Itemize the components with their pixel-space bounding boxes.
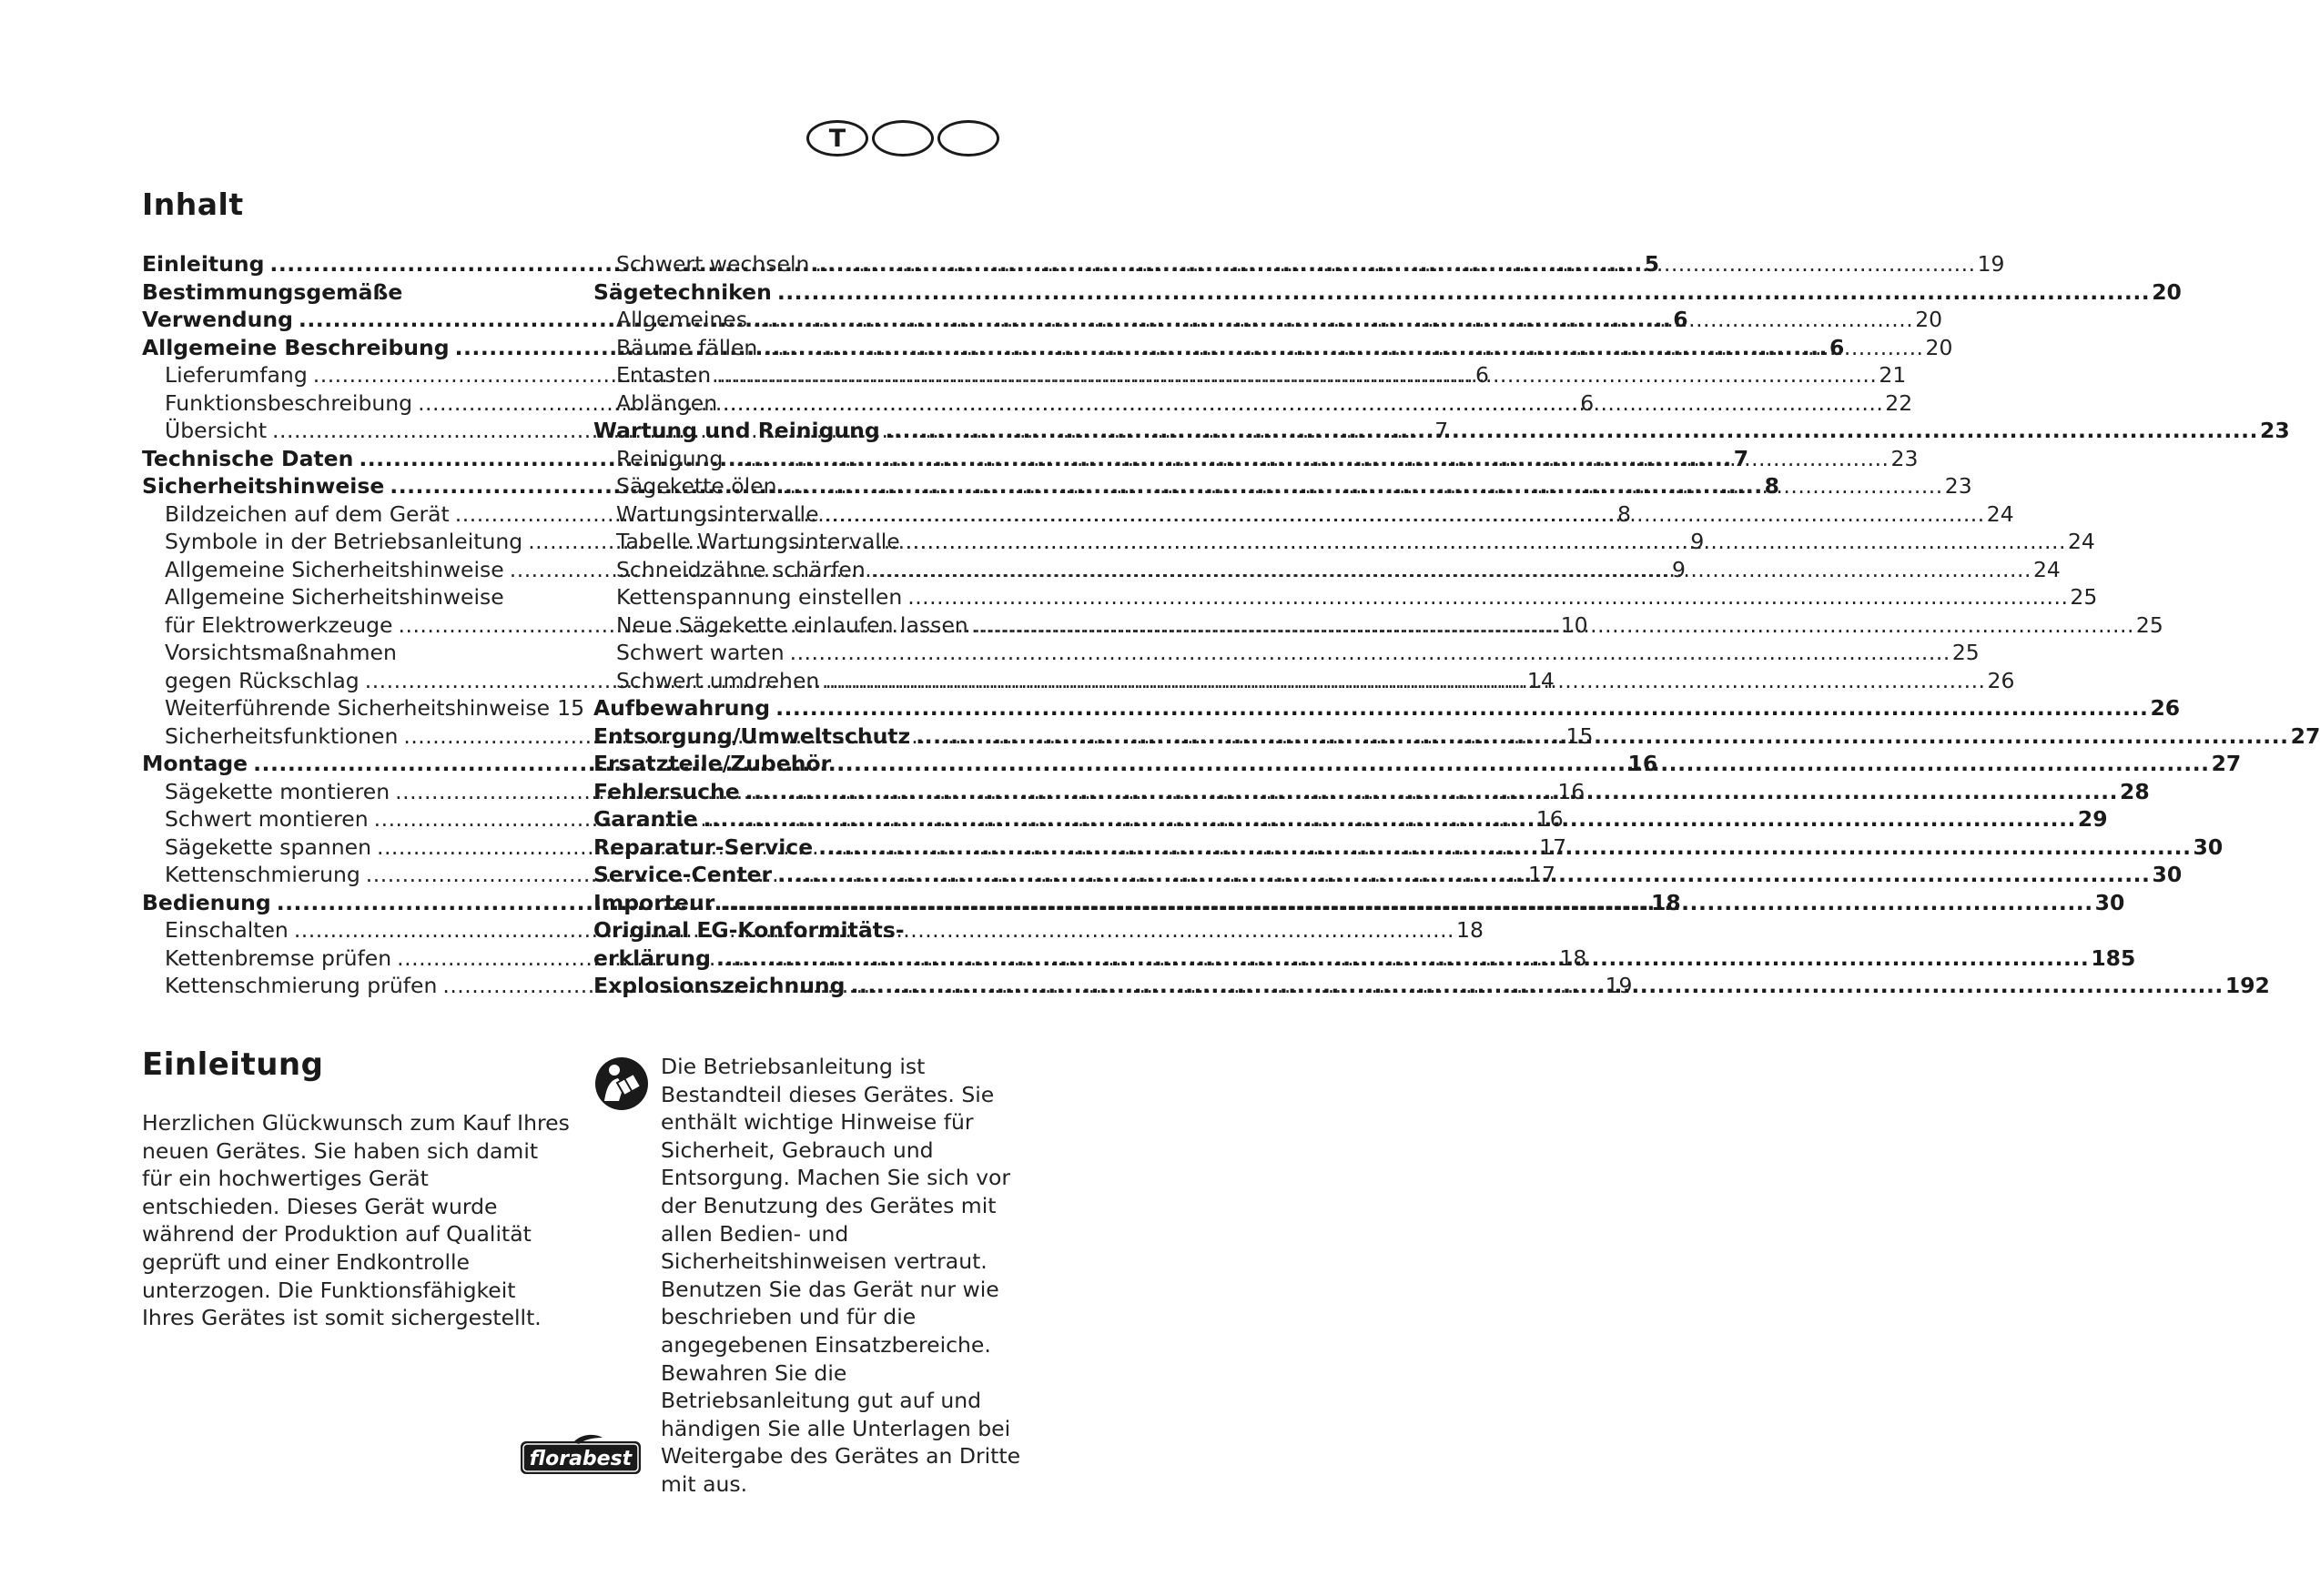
- note-paragraph: Die Betriebsanleitung ist Bestandteil dieses Gerätes. Sie enthält wichtige Hinweise für Sicherheit, Gebrauch und Entsorgung. Machen Sie sich vor der Benutzung des Gerätes mit allen Bedien- und Sicherheitshinweisen vertraut. Benutzen Sie das Gerät nur wie beschrieben und für die angegebenen Einsatzbereiche. Bewahren Sie die Betriebsanleitung gut auf und händigen Sie alle Unterlagen bei Weitergabe des Gerätes an Dritte mit aus.: [661, 1054, 1021, 1497]
- toc-leader-dots: [818, 833, 2191, 862]
- toc-leader-dots: [871, 556, 2031, 584]
- toc-entry-page: 30: [2152, 862, 2183, 887]
- toc-entry-label: Schwert umdrehen: [616, 667, 820, 693]
- toc-entry: [593, 306, 1943, 334]
- toc-entry-label: Wartungsintervalle: [616, 500, 819, 527]
- toc-entry: [593, 583, 2098, 611]
- toc-entry-label: Entasten: [616, 362, 712, 388]
- toc-leader-dots: [745, 778, 2118, 806]
- toc-entry-page: 7: [1434, 418, 1449, 443]
- toc-entry-label: Kettenbremse prüfen: [165, 944, 392, 971]
- toc-entry-label: Sägekette montieren: [165, 778, 390, 804]
- toc-entry: [593, 278, 2182, 307]
- toc-entry-page: 18: [1456, 917, 1484, 943]
- toc-entry-page: 27: [2211, 751, 2242, 776]
- toc-entry-label: Wartung und Reinigung: [593, 418, 880, 443]
- toc-entry-page: 28: [2120, 778, 2150, 804]
- toc-leader-dots: [974, 611, 2134, 640]
- toc-leader-dots: [907, 583, 2068, 611]
- toc-entry-label: Sägekette spannen: [165, 833, 371, 860]
- toc-leader-dots: [728, 445, 1889, 473]
- toc-leader-dots: [886, 417, 2258, 445]
- toc-entry-label: Lieferumfang: [165, 362, 308, 388]
- toc-entry-page: 29: [2077, 806, 2108, 832]
- toc-entry-page: 23: [2260, 418, 2290, 443]
- toc-leader-dots: [825, 500, 1985, 529]
- toc-entry-label: Sicherheitshinweise: [142, 473, 385, 499]
- toc-entry-page: 8: [1616, 500, 1631, 527]
- toc-entry: [593, 250, 2005, 278]
- toc-entry-page: 27: [2290, 722, 2320, 749]
- toc-entry: [593, 639, 1980, 667]
- toc-entry-label: Tabelle Wartungsintervalle: [616, 529, 900, 554]
- toc-entry-page: 25: [1951, 640, 1980, 665]
- language-badge: T: [806, 120, 868, 157]
- toc-entry-label: Bäume fällen: [616, 334, 758, 360]
- toc-entry-page: 25: [2135, 611, 2163, 638]
- toc-leader-dots: [716, 361, 1877, 389]
- toc-entry-label: Allgemeines: [616, 307, 747, 332]
- toc-entry-label: Bildzeichen auf dem Gerät: [165, 500, 450, 527]
- toc-entry-label: Sicherheitsfunktionen: [165, 722, 399, 749]
- toc-entry-page: 23: [1944, 473, 1972, 499]
- toc-entry: [593, 972, 2270, 1000]
- language-badge: [937, 120, 999, 157]
- toc-entry-label: Technische Daten: [142, 445, 354, 471]
- toc-entry-label: Symbole in der Betriebsanleitung: [165, 529, 523, 554]
- toc-leader-dots: [777, 861, 2150, 889]
- toc-entry-page: 24: [2032, 556, 2061, 582]
- toc-entry-page: 6: [1829, 334, 1845, 360]
- toc-leader-dots: [815, 250, 1975, 278]
- toc-entry-label: Schwert wechseln: [616, 251, 810, 277]
- toc-entry-label: Kettenschmierung: [165, 862, 360, 887]
- toc-entry: [593, 528, 2095, 556]
- toc-entry-page: 17: [1528, 862, 1555, 887]
- toc-entry-page: 7: [1733, 445, 1749, 471]
- toc-entry-label: für Elektrowerkzeuge: [165, 611, 393, 638]
- toc-entry-page: 22: [1885, 389, 1913, 416]
- toc-entry-page: 5: [1644, 251, 1660, 277]
- toc-entry-label: Montage: [142, 751, 248, 776]
- toc-entry-page: 9: [1690, 529, 1705, 554]
- toc-entry-page: 23: [1890, 445, 1919, 471]
- toc-entry-label: Ersatzteile/Zubehör: [593, 751, 832, 776]
- toc-leader-dots: [783, 472, 1943, 500]
- toc-entry: [142, 583, 568, 611]
- read-manual-icon: [593, 1056, 650, 1112]
- toc-entry-page: 192: [2224, 973, 2270, 998]
- toc-entry-page: 15: [557, 695, 585, 721]
- toc-entry: [593, 334, 1953, 362]
- toc-entry: [593, 944, 2136, 973]
- toc-leader-dots: [850, 972, 2223, 1000]
- toc-leader-dots: [704, 805, 2076, 833]
- toc-entry-label: Allgemeine Sicherheitshinweise: [165, 584, 504, 610]
- toc-entry-label: Allgemeine Beschreibung: [142, 334, 450, 360]
- toc-entry-label: Einleitung: [142, 251, 265, 277]
- toc-entry-page: 19: [1605, 973, 1633, 998]
- toc-entry-page: 20: [1915, 307, 1943, 332]
- toc-entry-label: Bedienung: [142, 889, 271, 915]
- toc-leader-dots: [836, 750, 2209, 778]
- toc-entry-page: 16: [1557, 778, 1586, 804]
- toc-leader-dots: [916, 722, 2288, 751]
- toc-entry-label: Kettenschmierung prüfen: [165, 973, 438, 998]
- toc-entry-label: Sägekette ölen: [616, 473, 777, 499]
- toc-entry-label: Ablängen: [616, 389, 718, 416]
- toc-entry-label: erklärung: [593, 944, 711, 971]
- toc-entry-page: 26: [1987, 667, 2015, 693]
- toc-entry-label: Bestimmungsgemäße: [142, 278, 403, 305]
- language-badges: [806, 120, 999, 157]
- toc-entry-page: 26: [2150, 695, 2181, 721]
- toc-entry-page: 6: [1474, 362, 1489, 388]
- toc-entry-label: Reparatur-Service: [593, 833, 814, 860]
- intro-paragraph: Herzlichen Glückwunsch zum Kauf Ihres neuen Gerätes. Sie haben sich damit für ein hochwertiges Gerät entschieden. Dieses Gerät wurde während der Produktion auf Qualität geprüft und einer Endkontrolle unterzogen. Die Funktionsfähigkeit Ihres Gerätes ist somit sichergestellt.: [142, 1110, 570, 1331]
- toc-entry-label: Reinigung: [616, 445, 724, 471]
- toc-entry: [593, 916, 1019, 944]
- toc-entry-label: Service-Center: [593, 862, 773, 887]
- toc-entry-label: Schneidzähne schärfen: [616, 556, 866, 582]
- toc-entry-page: 17: [1539, 833, 1567, 860]
- toc-entry-label: gegen Rückschlag: [165, 667, 360, 693]
- toc-entry-page: 185: [2091, 944, 2136, 971]
- toc-entry-label: Funktionsbeschreibung: [165, 389, 413, 416]
- toc-entry-label: Neue Sägekette einlaufen lassen: [616, 611, 968, 638]
- toc-entry-label: Weiterführende Sicherheitshinweise: [165, 695, 551, 721]
- toc-entry-page: 20: [1925, 334, 1953, 360]
- toc-entry-page: 10: [1560, 611, 1588, 638]
- toc-entry-label: Fehlersuche: [593, 778, 740, 804]
- toc-leader-dots: [825, 667, 1985, 695]
- toc-entry-label: Garantie: [593, 806, 698, 832]
- toc-entry-label: Original EG-Konformitäts-: [593, 917, 905, 943]
- toc-entry-label: Einschalten: [165, 917, 289, 943]
- toc-leader-dots: [790, 639, 1950, 667]
- toc-entry-page: 19: [1977, 251, 2005, 277]
- toc-entry-page: 24: [1986, 500, 2014, 527]
- toc-entry: [142, 639, 568, 667]
- toc-leader-dots: [720, 889, 2092, 917]
- toc-entry-page: 24: [2067, 529, 2095, 554]
- toc-leader-dots: [906, 528, 2066, 556]
- toc-entry-label: Schwert montieren: [165, 806, 369, 832]
- florabest-logo: [519, 1434, 643, 1476]
- toc-entry-label: Schwert warten: [616, 640, 785, 665]
- toc-entry-label: Übersicht: [165, 418, 268, 443]
- toc-entry-page: 25: [2070, 584, 2098, 610]
- section-title: Einleitung: [142, 1046, 324, 1083]
- toc-entry-page: 21: [1879, 362, 1907, 388]
- toc-entry: [593, 472, 1972, 500]
- toc-entry-page: 14: [1526, 667, 1555, 693]
- toc-entry-label: Aufbewahrung: [593, 695, 771, 721]
- toc-entry: [593, 556, 2061, 584]
- toc-leader-dots: [753, 306, 1913, 334]
- toc-entry-page: 20: [2152, 278, 2182, 305]
- toc-leader-dots: [716, 944, 2089, 973]
- toc-entry: [593, 500, 2014, 529]
- toc-leader-dots: [723, 389, 1883, 418]
- toc-leader-dots: [763, 334, 1923, 362]
- toc-title: Inhalt: [142, 187, 244, 222]
- toc-entry: [593, 417, 2290, 445]
- toc-entry: [593, 389, 1913, 418]
- toc-entry: [593, 694, 2181, 722]
- toc-entry-page: 16: [1627, 751, 1658, 776]
- toc-entry-label: Entsorgung/Umweltschutz: [593, 722, 911, 749]
- toc-entry: [593, 361, 1907, 389]
- toc-entry: [142, 694, 585, 722]
- toc-leader-dots: [775, 694, 2148, 722]
- toc-entry-page: 9: [1671, 556, 1686, 582]
- toc-entry-label: Vorsichtsmaßnahmen: [165, 640, 397, 665]
- toc-entry: [593, 445, 1919, 473]
- toc-entry: [142, 278, 568, 307]
- toc-entry-label: Allgemeine Sicherheitshinweise: [165, 556, 504, 582]
- toc-entry-label: Verwendung: [142, 307, 293, 332]
- logo-text: florabest: [529, 1448, 633, 1470]
- toc-entry-page: 30: [2193, 833, 2224, 860]
- toc-entry-page: 30: [2094, 889, 2125, 915]
- toc-entry-label: Kettenspannung einstellen: [616, 584, 903, 610]
- language-badge: [872, 120, 934, 157]
- toc-entry-label: Importeur: [593, 889, 715, 915]
- toc-entry-page: 6: [1580, 389, 1595, 416]
- toc-entry-page: 8: [1764, 473, 1779, 499]
- toc-entry-page: 18: [1651, 889, 1681, 915]
- toc-entry-label: Explosionszeichnung: [593, 973, 846, 998]
- toc-entry-page: 18: [1559, 944, 1587, 971]
- toc-leader-dots: [777, 278, 2150, 307]
- toc-entry-page: 16: [1535, 806, 1564, 832]
- toc-entry-label: Sägetechniken: [593, 278, 772, 305]
- toc-entry-page: 6: [1673, 307, 1688, 332]
- toc-entry-page: 15: [1565, 722, 1594, 749]
